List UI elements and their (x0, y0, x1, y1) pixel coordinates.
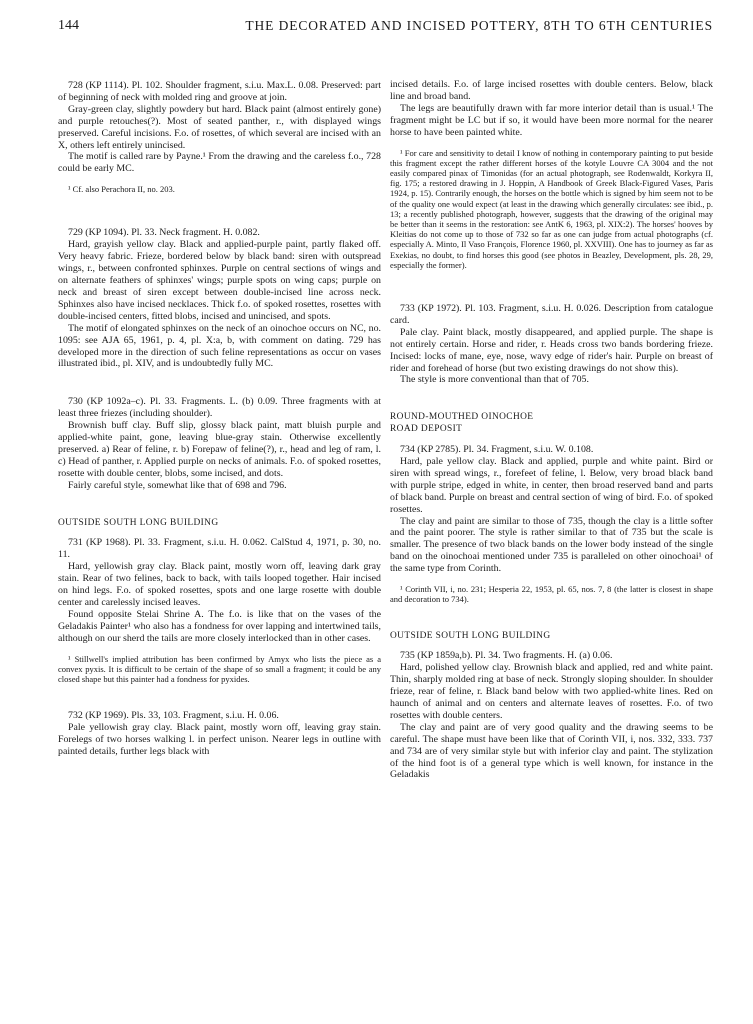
entry-title: 731 (KP 1968). Pl. 33. Fragment, s.i.u. H. 0.062. CalStud 4, 1971, p. 30, no. 11. (58, 537, 381, 561)
entry-730 (58, 396, 381, 491)
entry-paragraph: The clay and paint are of very good quality and the drawing seems to be careful. The shape must have been like that of Corinth VII, i, nos. 332, 333. 737 and 734 are of very similar style but with inferior clay and paint. The stylization of the hind foot is of a general type which is well known, for instance in the Geladakis (390, 721, 713, 781)
footnote: ¹ For care and sensitivity to detail I know of nothing in contemporary painting to put beside this fragment except the rather different horses of the kotyle Louvre CA 3004 and the not easily compared pinax of Timonidas (for an actual photograph, see Rodenwaldt, Korkyra II, fig. 175; a restored drawing in J. Hoppin, A Handbook of Greek Black-Figured Vases, Paris 1924, p. 15). Contrarily enough, the horses on the bottle which is signed by him seem not to be of the quality one would expect (at least in the drawing which generally circulates: see ibid., p. 13; a recently published photograph, however, suggests that the drawing of the original may be better than it seems in the restoration: see AntK 6, 1963, pl. XIX:2). The horses' hooves by Kleitias do not come up to those of 732 so far as one can judge from actual photographs (cf. especially A. Minto, Il Vaso François, Florence 1960, pl. XXVIII). One has to journey as far as Exekias, no doubt, to find horses this good (see photos in Beazley, Development, pls. 28, 29, especially the former). (390, 147, 713, 270)
entry-paragraph: The motif is called rare by Payne.¹ From the drawing and the careless f.o., 728 could be early MC. (58, 151, 381, 175)
entry-728 (58, 80, 381, 194)
entry-paragraph: The style is more conventional than that of 705. (400, 374, 589, 386)
running-header (58, 18, 713, 36)
section-heading: OUTSIDE SOUTH LONG BUILDING (58, 517, 219, 528)
entry-paragraph: Brownish buff clay. Buff slip, glossy black paint, matt bluish purple and applied-white paint, gone, leaving blue-gray stain. Otherwise excellently preserved. a) Rear of feline, r. b) Forepaw of feline(?), r., head and leg of ram, l. c) Head of panther, r. Applied purple on necks of animals. F.o. of spoked rosettes, rosette with double center, blobs, some incised, and dots. (58, 420, 381, 479)
section-heading: ROUND-MOUTHED OINOCHOE (390, 412, 534, 423)
entry-paragraph: Fairly careful style, somewhat like that of 698 and 796. (68, 479, 287, 491)
entry-729 (58, 227, 381, 370)
entry-title: 728 (KP 1114). Pl. 102. Shoulder fragment, s.i.u. Max.L. 0.08. Preserved: part of beginning of neck with molded ring and groove at join. (58, 80, 381, 103)
entry-paragraph: incised details. F.o. of large incised rosettes with double centers. Below, black line and broad band. (390, 79, 713, 102)
section-heading: OUTSIDE SOUTH LONG BUILDING (390, 630, 551, 641)
subsection-heading: ROAD DEPOSIT (390, 424, 463, 435)
footnote: ¹ Stillwell's implied attribution has been confirmed by Amyx who lists the piece as a convex pyxis. It is difficult to be certain of the shape of so small a fragment; it could be any closed shape but this painter had a fondness for pyxides. (58, 653, 381, 685)
footnote: ¹ Corinth VII, i, no. 231; Hesperia 22, 1953, pl. 65, nos. 7, 8 (the latter is closest in shape and decoration to 734). (390, 584, 713, 605)
page-number: 144 (58, 18, 79, 33)
entry-title: 735 (KP 1859a,b). Pl. 34. Two fragments. H. (a) 0.06. (400, 650, 613, 662)
entry-paragraph: Hard, polished yellow clay. Brownish black and applied, red and white paint. Thin, sharply molded ring at base of neck. Strongly sloping shoulder. In shoulder frieze, rear of feline, r. Black band below with two applied-white lines. Red on haunch of animal and on centers and alternate leaves of rosettes. F.o. of two rosettes with double centers. (390, 662, 713, 721)
entry-732-continued (390, 79, 713, 270)
entry-title: 733 (KP 1972). Pl. 103. Fragment, s.i.u. H. 0.026. Description from catalogue card. (390, 302, 713, 326)
entry-735 (390, 650, 713, 781)
entry-paragraph: The clay and paint are similar to those of 735, though the clay is a little softer and the paint poorer. The style is rather similar to that of 735 but the scale is smaller. The presence of two black bands on the lower body instead of the single band on the oinochoai mentioned under 735 is paralleled on other oinochoai¹ of the same type from Corinth. (390, 515, 713, 575)
entry-734 (390, 444, 713, 604)
entry-732 (58, 710, 381, 758)
entry-paragraph: Pale yellowish gray clay. Black paint, mostly worn off, leaving gray stain. Forelegs of two horses walking l. in perfect unison. Nearer legs in outline with painted details, further legs black with (58, 722, 381, 757)
entry-paragraph: Hard, yellowish gray clay. Black paint, mostly worn off, leaving dark gray stain. Rear of two felines, back to back, with tails looped together. Hair incised on hind legs. F.o. of spoked rosettes, spots and one large rosette with double center and carelessly incised leaves. (58, 561, 381, 609)
right-column (390, 79, 713, 781)
entry-title: 730 (KP 1092a–c). Pl. 33. Fragments. L. (b) 0.09. Three fragments with at least three friezes (including shoulder). (58, 396, 381, 420)
entry-paragraph: The legs are beautifully drawn with far more interior detail than is usual.¹ The fragment might be LC but if so, it would have been more normal for the nearer horse to have been painted white. (390, 102, 713, 138)
entry-paragraph: Found opposite Stelai Shrine A. The f.o. is like that on the vases of the Geladakis Painter¹ who also has a fondness for over lapping and intertwined tails, although on our sherd the tails are more closely interlocked than in other cases. (58, 608, 381, 644)
entry-733 (390, 303, 713, 386)
entry-paragraph: Gray-green clay, slightly powdery but hard. Black paint (almost entirely gone) and purple retouches(?). Most of seated panther, r., with displayed wings preserved. Careful incisions. F.o. of rosettes, of which several are incised with an X, others left entirely unincised. (58, 103, 381, 151)
running-title: THE DECORATED AND INCISED POTTERY, 8TH TO 6TH CENTURIES (245, 18, 713, 33)
entry-title: 729 (KP 1094). Pl. 33. Neck fragment. H. 0.082. (68, 227, 260, 239)
entry-title: 732 (KP 1969). Pls. 33, 103. Fragment, s.i.u. H. 0.06. (68, 710, 279, 722)
entry-title: 734 (KP 2785). Pl. 34. Fragment, s.i.u. W. 0.108. (400, 444, 594, 456)
entry-731 (58, 537, 381, 684)
entry-paragraph: The motif of elongated sphinxes on the neck of an oinochoe occurs on NC, no. 1095: see AJA 65, 1961, p. 4, pl. X:a, b, with comment on dating. 729 has developed more in the direction of such feline representations as occur on vases illustrated ibid., pl. XIV, and is undoubtedly fully MC. (58, 322, 381, 370)
entry-paragraph: Pale clay. Paint black, mostly disappeared, and applied purple. The shape is not entirely certain. Horse and rider, r. Heads cross two bands bordering frieze. Incised: locks of mane, eye, nose, wavy edge of rider's hair. Purple on breast of rider and forehead of horse (but two existing drawings do not show this). (390, 326, 713, 374)
footnote: ¹ Cf. also Perachora II, no. 203. (68, 184, 175, 195)
entry-paragraph: Hard, pale yellow clay. Black and applied, purple and white paint. Bird or siren with spread wings, r., forefeet of feline, l. Below, very broad black band with purple stripe, edged in white, in center, then broad reserved band and parts of black band. Purple on breast and central section of wing of bird. F.o. of spoked rosettes. (390, 456, 713, 515)
left-column (58, 80, 381, 758)
entry-paragraph: Hard, grayish yellow clay. Black and applied-purple paint, partly flaked off. Very heavy fabric. Frieze, bordered below by black band: siren with outspread wings, r., between confronted sphinxes. Purple on central sections of wings and on alternate feathers of sphinxes' wings; purple spots on wing caps; purple on neck and breast of siren except between double-incised line across neck. Sphinxes also have incised necklaces. Thick f.o. of spoked rosettes, rosettes with double-incised centers, fitted blobs, incised and unincised, and spots. (58, 239, 381, 322)
